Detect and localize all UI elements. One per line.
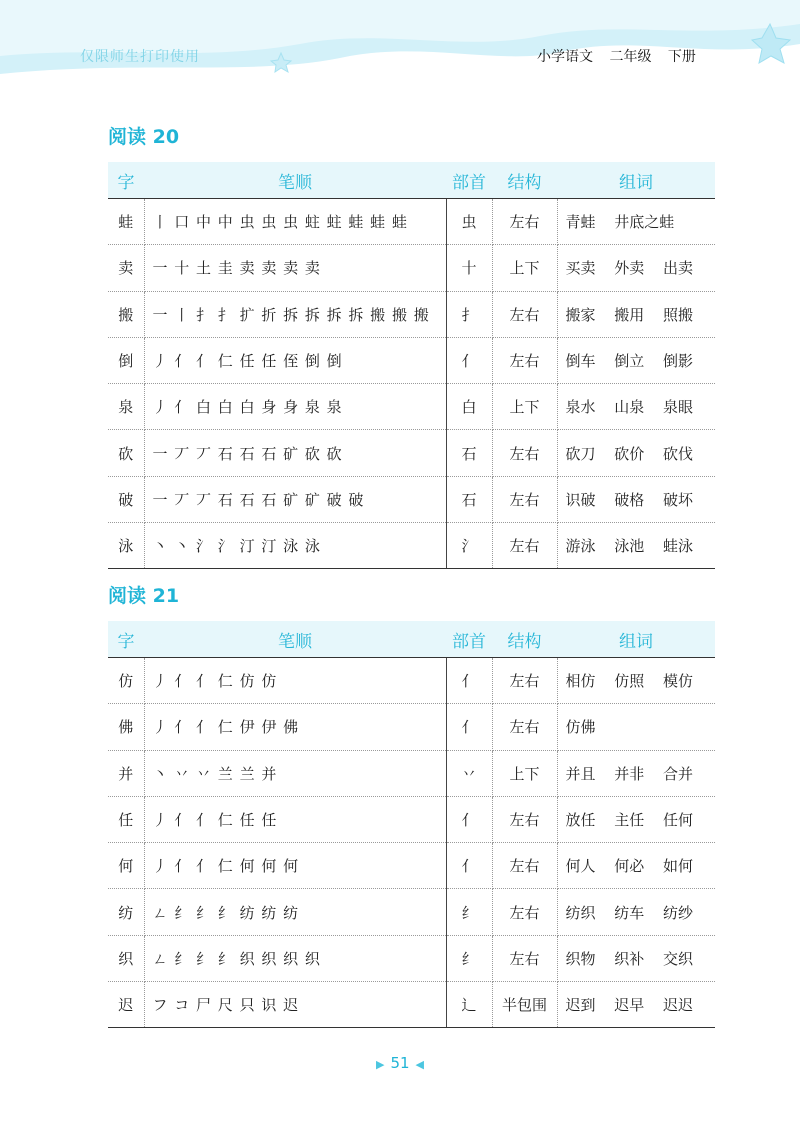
- table-row: [108, 750, 715, 796]
- char-cell: 破: [108, 476, 144, 522]
- col-words: 组词: [557, 621, 715, 658]
- col-structure: 结构: [492, 162, 557, 199]
- stroke-order-cell: 一 丆 丆 石 石 石 矿 砍 砍: [144, 430, 446, 476]
- grade: 二年级: [609, 49, 652, 65]
- table-row: [108, 889, 715, 935]
- words-cell: 织物 织补 交织: [557, 935, 715, 981]
- table-row: [108, 337, 715, 383]
- structure-cell: 左右: [492, 476, 557, 522]
- table-row: [108, 982, 715, 1028]
- char-cell: 何: [108, 843, 144, 889]
- col-strokes: 笔顺: [144, 621, 446, 658]
- words-cell: 迟到 迟早 迟迟: [557, 982, 715, 1028]
- stroke-order-cell: 一 丆 丆 石 石 石 矿 矿 破 破: [144, 476, 446, 522]
- table-body: [108, 658, 715, 1028]
- book-title: [537, 46, 708, 66]
- table-row: [108, 384, 715, 430]
- radical-cell: 白: [446, 384, 492, 430]
- char-cell: 搬: [108, 291, 144, 337]
- radical-cell: 丷: [446, 750, 492, 796]
- words-cell: 买卖 外卖 出卖: [557, 245, 715, 291]
- table-row: [108, 658, 715, 704]
- char-cell: 蛙: [108, 199, 144, 245]
- section-title-21: 阅读 21: [108, 585, 180, 607]
- col-radical: 部首: [446, 621, 492, 658]
- table-row: [108, 291, 715, 337]
- table-row: [108, 843, 715, 889]
- page-number-value: 51: [390, 1054, 410, 1072]
- words-cell: 搬家 搬用 照搬: [557, 291, 715, 337]
- char-cell: 倒: [108, 337, 144, 383]
- char-cell: 佛: [108, 704, 144, 750]
- char-cell: 卖: [108, 245, 144, 291]
- table-row: [108, 199, 715, 245]
- col-structure: 结构: [492, 621, 557, 658]
- structure-cell: 左右: [492, 704, 557, 750]
- stroke-order-cell: ㄥ 纟 纟 纟 纺 纺 纺: [144, 889, 446, 935]
- structure-cell: 左右: [492, 291, 557, 337]
- char-cell: 任: [108, 796, 144, 842]
- words-cell: 倒车 倒立 倒影: [557, 337, 715, 383]
- col-strokes: 笔顺: [144, 162, 446, 199]
- arrow-right-icon: ▶: [375, 1058, 385, 1071]
- char-cell: 泉: [108, 384, 144, 430]
- structure-cell: 左右: [492, 430, 557, 476]
- radical-cell: 亻: [446, 843, 492, 889]
- table-row: [108, 430, 715, 476]
- stroke-order-cell: 丿 亻 亻 仁 伊 伊 佛: [144, 704, 446, 750]
- stroke-order-cell: 丿 亻 亻 仁 任 任 侄 倒 倒: [144, 337, 446, 383]
- page-number: [0, 1054, 800, 1072]
- stroke-order-cell: 丿 亻 白 白 白 身 身 泉 泉: [144, 384, 446, 430]
- words-cell: 纺织 纺车 纺纱: [557, 889, 715, 935]
- structure-cell: 左右: [492, 935, 557, 981]
- radical-cell: 氵: [446, 523, 492, 569]
- radical-cell: 亻: [446, 337, 492, 383]
- structure-cell: 左右: [492, 796, 557, 842]
- words-cell: 并且 并非 合并: [557, 750, 715, 796]
- subject: 小学语文: [537, 49, 593, 65]
- table-body: [108, 199, 715, 569]
- structure-cell: 上下: [492, 245, 557, 291]
- words-cell: 青蛙 井底之蛙: [557, 199, 715, 245]
- radical-cell: 亻: [446, 704, 492, 750]
- table-row: [108, 796, 715, 842]
- radical-cell: 纟: [446, 935, 492, 981]
- radical-cell: 亻: [446, 796, 492, 842]
- radical-cell: 十: [446, 245, 492, 291]
- table-row: [108, 523, 715, 569]
- radical-cell: 辶: [446, 982, 492, 1028]
- char-cell: 砍: [108, 430, 144, 476]
- table-row: [108, 476, 715, 522]
- radical-cell: 纟: [446, 889, 492, 935]
- section-title-20: 阅读 20: [108, 126, 180, 148]
- structure-cell: 左右: [492, 337, 557, 383]
- volume: 下册: [667, 49, 696, 65]
- structure-cell: 左右: [492, 658, 557, 704]
- char-cell: 迟: [108, 982, 144, 1028]
- table-header: [108, 162, 715, 199]
- structure-cell: 上下: [492, 750, 557, 796]
- stroke-order-cell: 一 十 土 圭 卖 卖 卖 卖: [144, 245, 446, 291]
- structure-cell: 上下: [492, 384, 557, 430]
- character-table-21: [108, 621, 715, 1028]
- stroke-order-cell: 丶 丷 丷 兰 兰 并: [144, 750, 446, 796]
- char-cell: 并: [108, 750, 144, 796]
- words-cell: 游泳 泳池 蛙泳: [557, 523, 715, 569]
- stroke-order-cell: フ コ 尸 尺 只 识 迟: [144, 982, 446, 1028]
- col-words: 组词: [557, 162, 715, 199]
- words-cell: 泉水 山泉 泉眼: [557, 384, 715, 430]
- words-cell: 何人 何必 如何: [557, 843, 715, 889]
- stroke-order-cell: ㄥ 纟 纟 纟 织 织 织 织: [144, 935, 446, 981]
- radical-cell: 虫: [446, 199, 492, 245]
- table-row: [108, 245, 715, 291]
- structure-cell: 半包围: [492, 982, 557, 1028]
- radical-cell: 亻: [446, 658, 492, 704]
- radical-cell: 石: [446, 430, 492, 476]
- col-radical: 部首: [446, 162, 492, 199]
- stroke-order-cell: 丿 亻 亻 仁 何 何 何: [144, 843, 446, 889]
- char-cell: 织: [108, 935, 144, 981]
- stroke-order-cell: 丶 丶 氵 氵 汀 汀 泳 泳: [144, 523, 446, 569]
- char-cell: 仿: [108, 658, 144, 704]
- words-cell: 仿佛: [557, 704, 715, 750]
- watermark-text: 仅限师生打印使用: [80, 49, 200, 65]
- col-char: 字: [108, 162, 144, 199]
- stroke-order-cell: 丿 亻 亻 仁 任 任: [144, 796, 446, 842]
- radical-cell: 石: [446, 476, 492, 522]
- char-cell: 泳: [108, 523, 144, 569]
- words-cell: 识破 破格 破坏: [557, 476, 715, 522]
- table-header: [108, 621, 715, 658]
- char-cell: 纺: [108, 889, 144, 935]
- structure-cell: 左右: [492, 523, 557, 569]
- words-cell: 放任 主任 任何: [557, 796, 715, 842]
- table-row: [108, 935, 715, 981]
- radical-cell: 扌: [446, 291, 492, 337]
- col-char: 字: [108, 621, 144, 658]
- arrow-left-icon: ◀: [415, 1058, 425, 1071]
- words-cell: 砍刀 砍价 砍伐: [557, 430, 715, 476]
- table-row: [108, 704, 715, 750]
- structure-cell: 左右: [492, 889, 557, 935]
- structure-cell: 左右: [492, 843, 557, 889]
- character-table-20: [108, 162, 715, 569]
- words-cell: 相仿 仿照 模仿: [557, 658, 715, 704]
- stroke-order-cell: 丨 口 中 中 虫 虫 虫 蛀 蛀 蛙 蛙 蛙: [144, 199, 446, 245]
- structure-cell: 左右: [492, 199, 557, 245]
- stroke-order-cell: 丿 亻 亻 仁 仿 仿: [144, 658, 446, 704]
- stroke-order-cell: 一 丨 扌 扌 扩 折 拆 拆 拆 拆 搬 搬 搬: [144, 291, 446, 337]
